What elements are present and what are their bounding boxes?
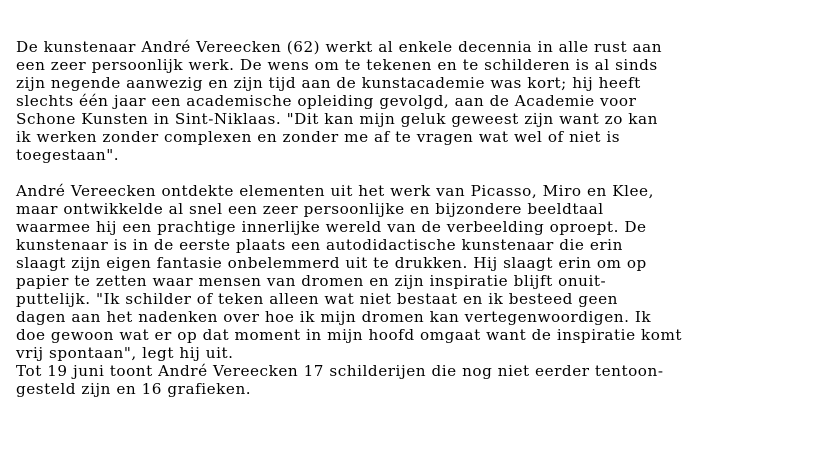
paragraph-line: papier te zetten waar mensen van dromen en zijn inspiratie blijft onuit- bbox=[16, 272, 607, 290]
paragraph-line: kunstenaar is in de eerste plaats een autodidactische kunstenaar die erin bbox=[16, 236, 623, 254]
paragraph-line: ik werken zonder complexen en zonder me af te vragen wat wel of niet is bbox=[16, 128, 621, 146]
paragraph-line: toegestaan". bbox=[16, 146, 120, 164]
paragraph-line: waarmee hij een prachtige innerlijke wereld van de verbeelding oproept. De bbox=[16, 218, 647, 236]
paragraph-line: zijn negende aanwezig en zijn tijd aan de kunstacademie was kort; hij heeft bbox=[16, 74, 641, 92]
paragraph-line: een zeer persoonlijk werk. De wens om te tekenen en te schilderen is al sinds bbox=[16, 56, 658, 74]
paragraph-line: De kunstenaar André Vereecken (62) werkt al enkele decennia in alle rust aan bbox=[16, 38, 663, 56]
paragraph-line: maar ontwikkelde al snel een zeer persoonlijke en bijzondere beeldtaal bbox=[16, 200, 604, 218]
paragraph-line: puttelijk. "Ik schilder of teken alleen wat niet bestaat en ik besteed geen bbox=[16, 290, 618, 308]
paragraph-line: Schone Kunsten in Sint-Niklaas. "Dit kan mijn geluk geweest zijn want zo kan bbox=[16, 110, 658, 128]
paragraph-line: vrij spontaan", legt hij uit. bbox=[16, 344, 234, 362]
paragraph-2 bbox=[16, 182, 806, 398]
paragraph-line: gesteld zijn en 16 grafieken. bbox=[16, 380, 252, 398]
paragraph-line: André Vereecken ontdekte elementen uit het werk van Picasso, Miro en Klee, bbox=[16, 182, 654, 200]
paragraph-line: Tot 19 juni toont André Vereecken 17 schilderijen die nog niet eerder tentoon- bbox=[16, 362, 664, 380]
paragraph-spacer bbox=[16, 164, 806, 182]
document-page bbox=[16, 38, 806, 398]
paragraph-line: slechts één jaar een academische opleiding gevolgd, aan de Academie voor bbox=[16, 92, 637, 110]
paragraph-1 bbox=[16, 38, 806, 164]
paragraph-line: doe gewoon wat er op dat moment in mijn hoofd omgaat want de inspiratie komt bbox=[16, 326, 683, 344]
paragraph-line: dagen aan het nadenken over hoe ik mijn dromen kan vertegenwoordigen. Ik bbox=[16, 308, 652, 326]
paragraph-line: slaagt zijn eigen fantasie onbelemmerd uit te drukken. Hij slaagt erin om op bbox=[16, 254, 647, 272]
